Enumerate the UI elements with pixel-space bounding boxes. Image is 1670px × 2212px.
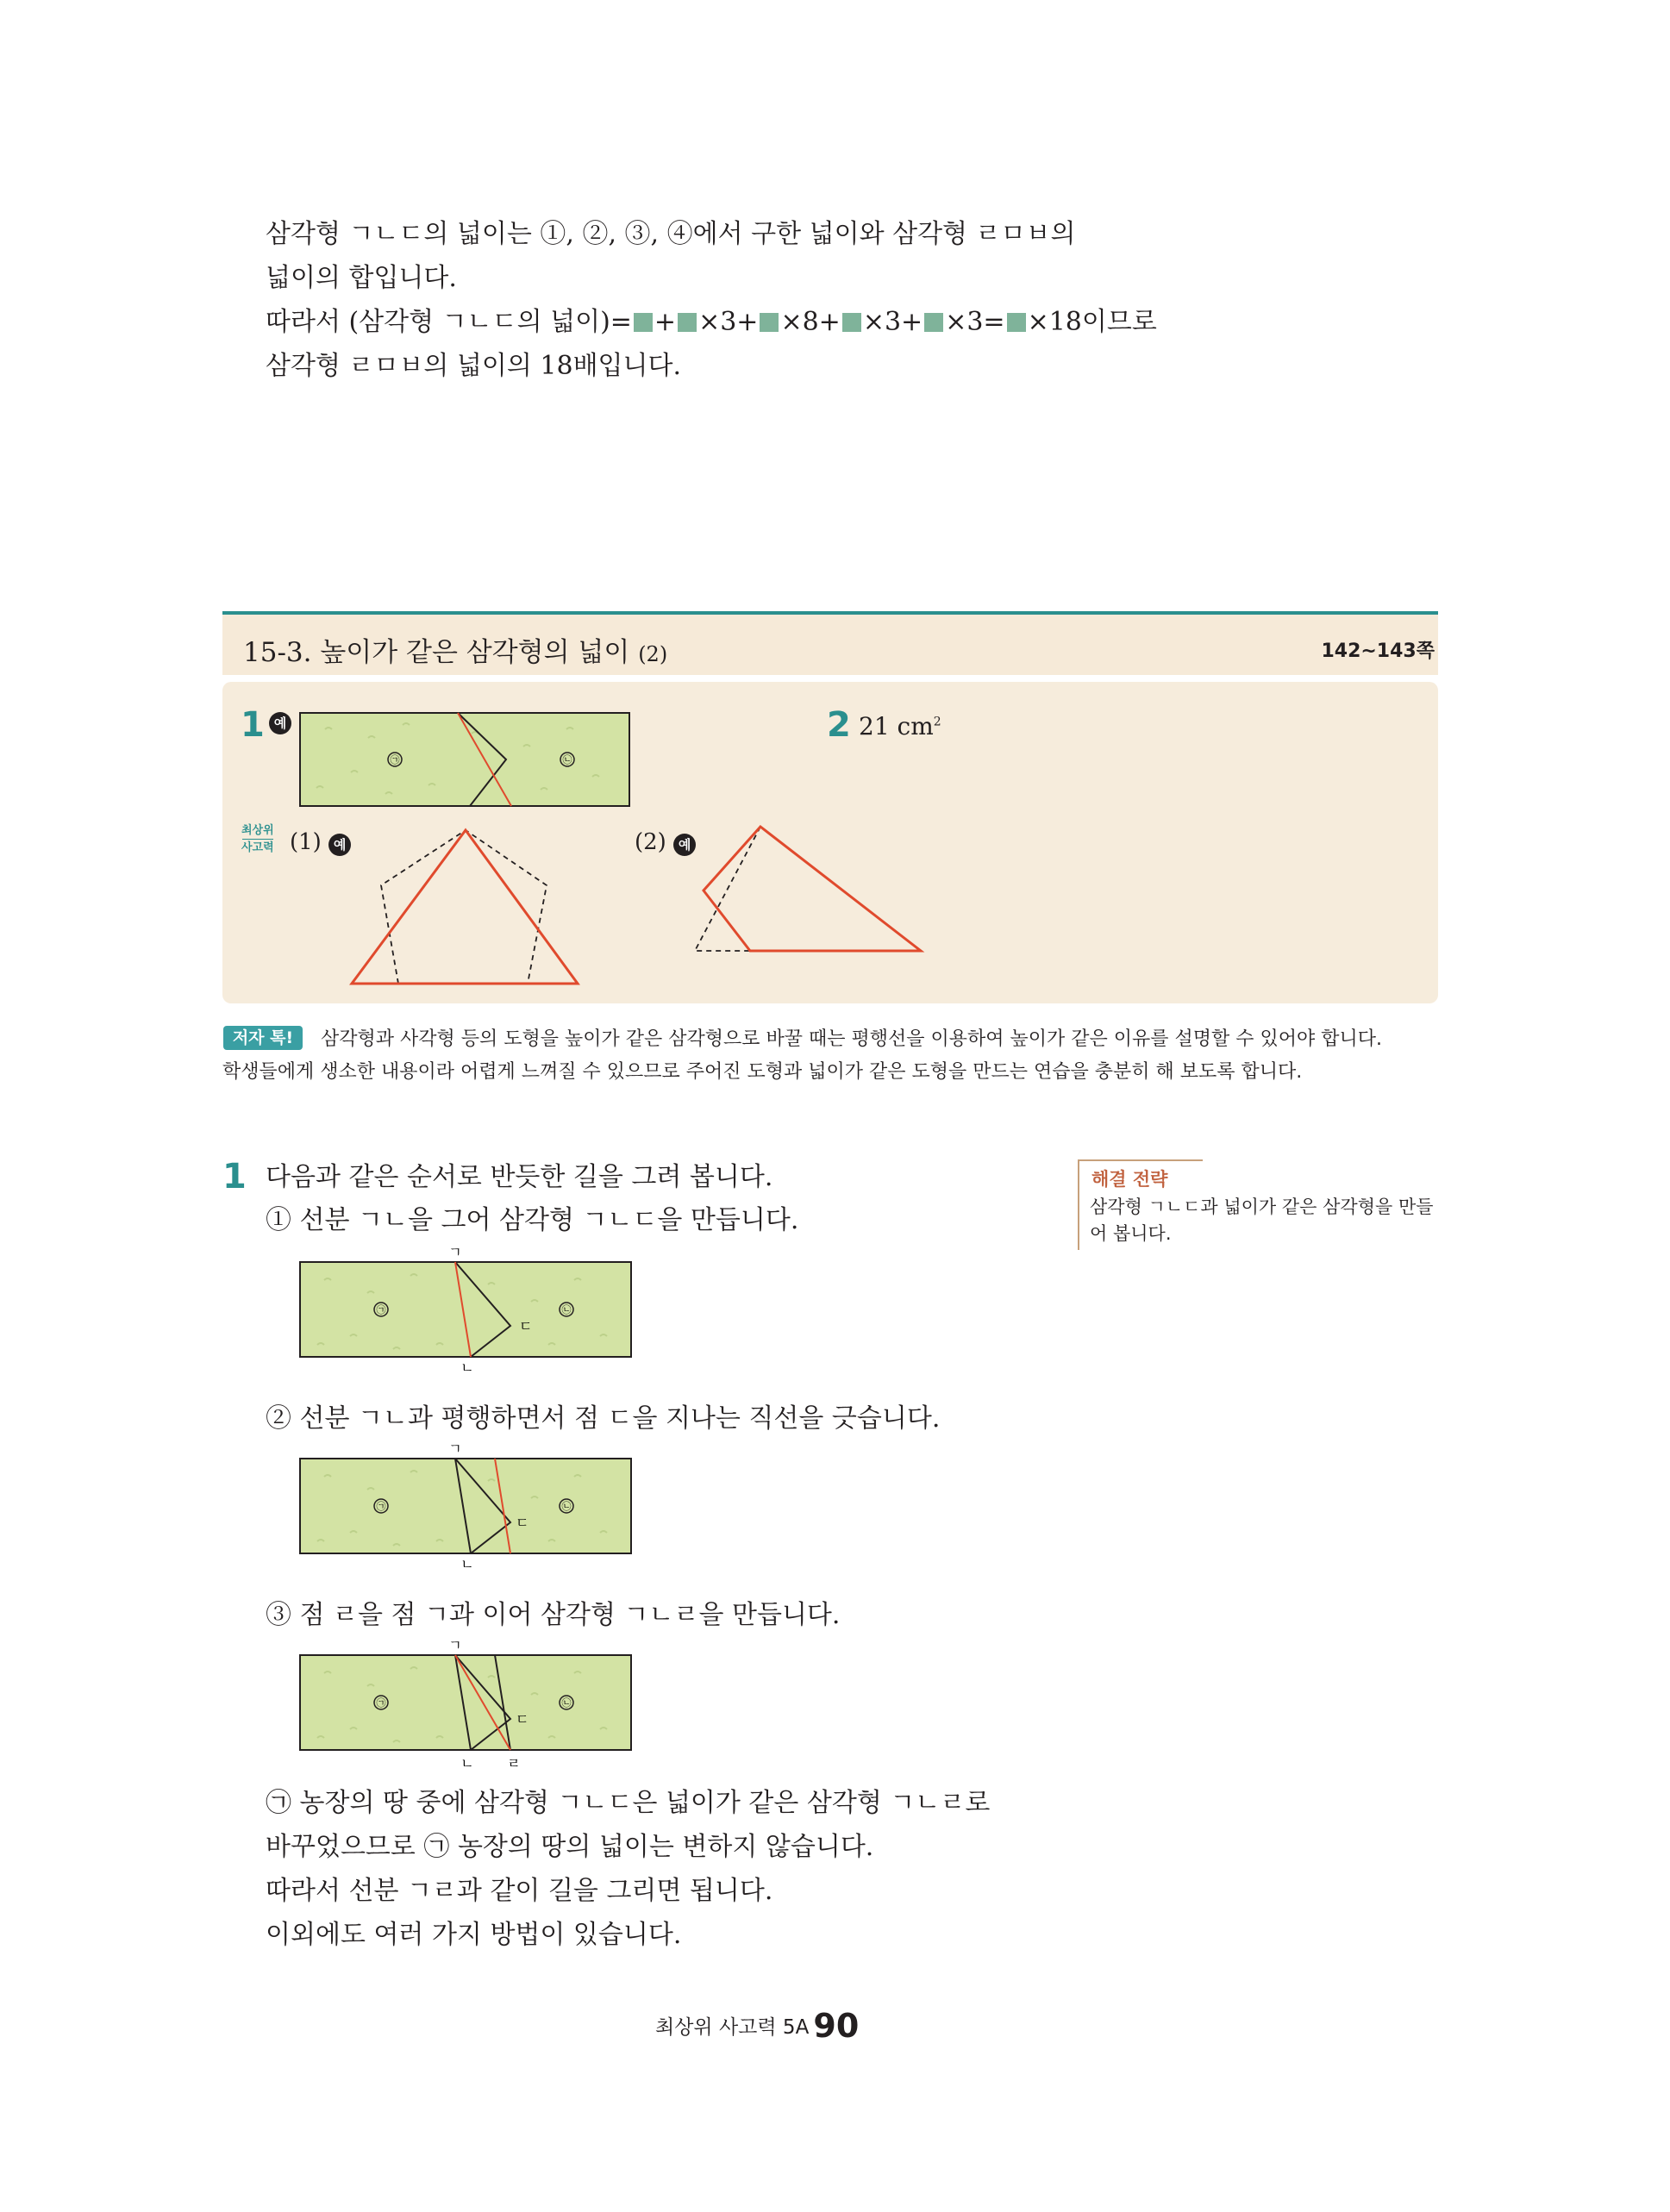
book-title: 최상위 사고력 5A: [655, 2016, 810, 2039]
conclusion-line-2: 바꾸었으므로 ㉠ 농장의 땅의 넓이는 변하지 않습니다.: [266, 1832, 874, 1862]
formula-prefix: 따라서 (삼각형 ㄱㄴㄷ의 넓이)=: [266, 307, 632, 337]
section-title: [243, 630, 667, 669]
section-title-sub: (2): [638, 642, 668, 666]
field-rect: [300, 1262, 631, 1357]
answer-2-number: 2: [827, 705, 851, 745]
sub-2-diagram: [690, 823, 931, 961]
square-icon: [924, 313, 943, 332]
sub-1-label: (1) 예: [290, 829, 351, 856]
conclusion-paragraph: [266, 1781, 990, 1957]
point-g-label: ㄱ: [448, 1440, 462, 1457]
top-line-4: 삼각형 ㄹㅁㅂ의 넓이의 18배입니다.: [266, 351, 682, 381]
field-rect: [300, 1655, 631, 1750]
author-tip-line-2: 학생들에게 생소한 내용이라 어렵게 느껴질 수 있으므로 주어진 도형과 넓이가 같은 도형을 만드는 연습을 충분히 해 보도록 합니다.: [222, 1061, 1303, 1083]
strategy-rule: [1078, 1159, 1203, 1161]
top-line-1: 삼각형 ㄱㄴㄷ의 넓이는 ①, ②, ③, ④에서 구한 넓이와 삼각형 ㄹㅁㅂ의: [266, 219, 1076, 249]
label-b: ㉡: [561, 1697, 572, 1709]
section-pages: 142~143쪽: [1321, 640, 1435, 662]
square-icon: [760, 313, 779, 332]
label-a: ㉠: [376, 1697, 386, 1709]
formula-term: +: [654, 307, 677, 337]
field-rect: [300, 1459, 631, 1553]
formula-term: ×18이므로: [1027, 307, 1157, 337]
square-icon: [634, 313, 653, 332]
formula-term: ×8+: [780, 307, 841, 337]
page-number: 90: [813, 2007, 860, 2045]
author-tip-badge: 저자 톡!: [223, 1026, 303, 1050]
point-n-label: ㄴ: [460, 1359, 474, 1376]
point-d-label: ㄷ: [519, 1318, 533, 1334]
label-b: ㉡: [562, 754, 572, 765]
square-icon: [842, 313, 861, 332]
square-icon: [678, 313, 697, 332]
square-icon: [1007, 313, 1026, 332]
answer-2-value: 21 $cm^2$: [859, 712, 941, 740]
sub-1-diagram: [345, 823, 586, 987]
example-mark: 예: [269, 712, 291, 734]
red-quadrilateral: [704, 827, 921, 951]
top-thinking-badge: 최상위 사고력: [241, 824, 274, 854]
point-g-label: ㄱ: [448, 1637, 462, 1653]
top-line-2: 넓이의 합입니다.: [266, 263, 457, 293]
step-1-diagram: [298, 1241, 635, 1379]
label-b: ㉡: [561, 1304, 572, 1315]
red-triangle: [352, 830, 578, 984]
step-3-text: ③ 점 ㄹ을 점 ㄱ과 이어 삼각형 ㄱㄴㄹ을 만듭니다.: [266, 1600, 841, 1630]
point-n-label: ㄴ: [460, 1556, 474, 1572]
point-n-label: ㄴ: [460, 1755, 474, 1771]
label-a: ㉠: [390, 754, 400, 765]
step-1-text: ① 선분 ㄱㄴ을 그어 삼각형 ㄱㄴㄷ을 만듭니다.: [266, 1205, 799, 1235]
label-b: ㉡: [561, 1501, 572, 1512]
conclusion-line-3: 따라서 선분 ㄱㄹ과 같이 길을 그리면 됩니다.: [266, 1876, 773, 1906]
top-paragraph: [266, 212, 1386, 388]
formula-term: ×3+: [698, 307, 759, 337]
answer-1-number: 1: [241, 705, 265, 745]
point-d-label: ㄷ: [516, 1711, 529, 1728]
section-title-text: 15-3. 높이가 같은 삼각형의 넓이: [243, 637, 630, 668]
label-a: ㉠: [376, 1304, 386, 1315]
strategy-title: 해결 전략: [1091, 1169, 1168, 1190]
formula-term: ×3+: [862, 307, 923, 337]
step-3-diagram: [298, 1634, 635, 1777]
step-2-text: ② 선분 ㄱㄴ과 평행하면서 점 ㄷ을 지나는 직선을 긋습니다.: [266, 1403, 941, 1434]
point-r-label: ㄹ: [507, 1755, 521, 1771]
strategy-text: 삼각형 ㄱㄴㄷ과 넓이가 같은 삼각형을 만들어 봅니다.: [1090, 1197, 1434, 1244]
conclusion-line-4: 이외에도 여러 가지 방법이 있습니다.: [266, 1920, 682, 1950]
question-line: 다음과 같은 순서로 반듯한 길을 그려 봅니다.: [266, 1162, 773, 1192]
formula-term: ×3=: [945, 307, 1005, 337]
question-number: 1: [222, 1157, 247, 1197]
field-rect: [300, 713, 629, 806]
answer-1-diagram: [299, 712, 630, 807]
label-a: ㉠: [376, 1501, 386, 1512]
step-2-diagram: [298, 1438, 635, 1576]
sub-2-label: (2) 예: [635, 829, 696, 856]
author-tip-line-1: 삼각형과 사각형 등의 도형을 높이가 같은 삼각형으로 바꿀 때는 평행선을 이용하여 높이가 같은 이유를 설명할 수 있어야 합니다.: [321, 1028, 1382, 1050]
top-line-3: [266, 300, 1386, 344]
page-footer: [655, 2007, 859, 2045]
point-d-label: ㄷ: [516, 1515, 529, 1531]
point-g-label: ㄱ: [448, 1244, 462, 1260]
conclusion-line-1: ㉠ 농장의 땅 중에 삼각형 ㄱㄴㄷ은 넓이가 같은 삼각형 ㄱㄴㄹ로: [266, 1788, 991, 1818]
